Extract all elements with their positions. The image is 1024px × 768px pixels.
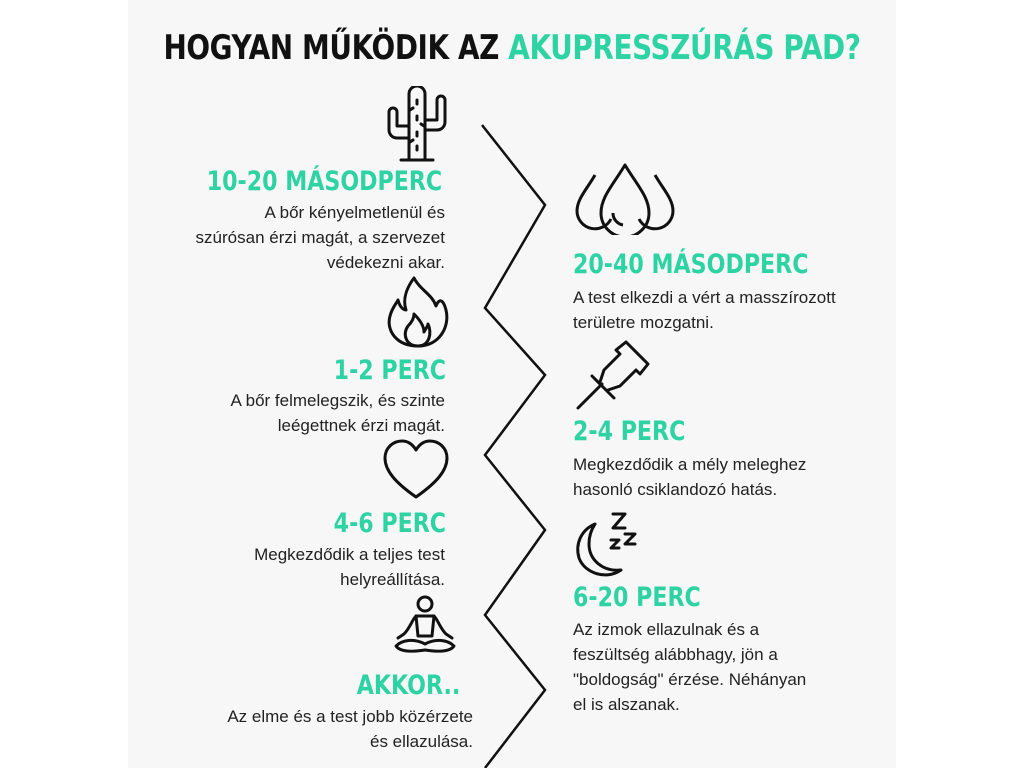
step-desc-3: A bőr felmelegszik, és szinte leégettnek érzi magát. xyxy=(230,391,445,435)
step-desc-7: Az elme és a test jobb közérzete és ellazulása. xyxy=(227,707,473,751)
title-part-dark: HOGYAN MŰKÖDIK AZ xyxy=(163,28,509,68)
moon-sleep-icon xyxy=(573,508,645,580)
cactus-icon xyxy=(383,86,455,162)
step-desc-1: A bőr kényelmetlenül és szúrósan érzi magát, a szervezet védekezni akar. xyxy=(195,203,445,272)
flame-icon xyxy=(384,276,452,348)
step-desc-4: Megkezdődik a mély meleghez hasonló csiklandozó hatás. xyxy=(573,455,807,499)
step-heading-7: AKKOR.. xyxy=(356,670,460,701)
title-part-accent: AKUPRESSZÚRÁS PAD? xyxy=(508,28,861,68)
step-heading-3: 1-2 PERC xyxy=(333,355,446,386)
step-desc-6: Az izmok ellazulnak és a feszültség alábbhagy, jön a "boldogság" érzése. Néhányan el is alszanak. xyxy=(573,620,807,714)
pushpin-icon xyxy=(574,340,650,412)
step-heading-6: 6-20 PERC xyxy=(573,582,701,613)
step-desc-2: A test elkezdi a vért a masszírozott területre mozgatni. xyxy=(573,288,836,332)
step-heading-4: 2-4 PERC xyxy=(573,416,686,447)
step-heading-1: 10-20 MÁSODPERC xyxy=(206,166,442,197)
water-drops-icon xyxy=(573,161,677,235)
meditation-icon xyxy=(392,594,458,660)
step-heading-5: 4-6 PERC xyxy=(333,508,446,539)
step-heading-2: 20-40 MÁSODPERC xyxy=(573,249,809,280)
step-desc-5: Megkezdődik a teljes test helyreállítása. xyxy=(254,545,445,589)
heart-icon xyxy=(382,439,450,501)
